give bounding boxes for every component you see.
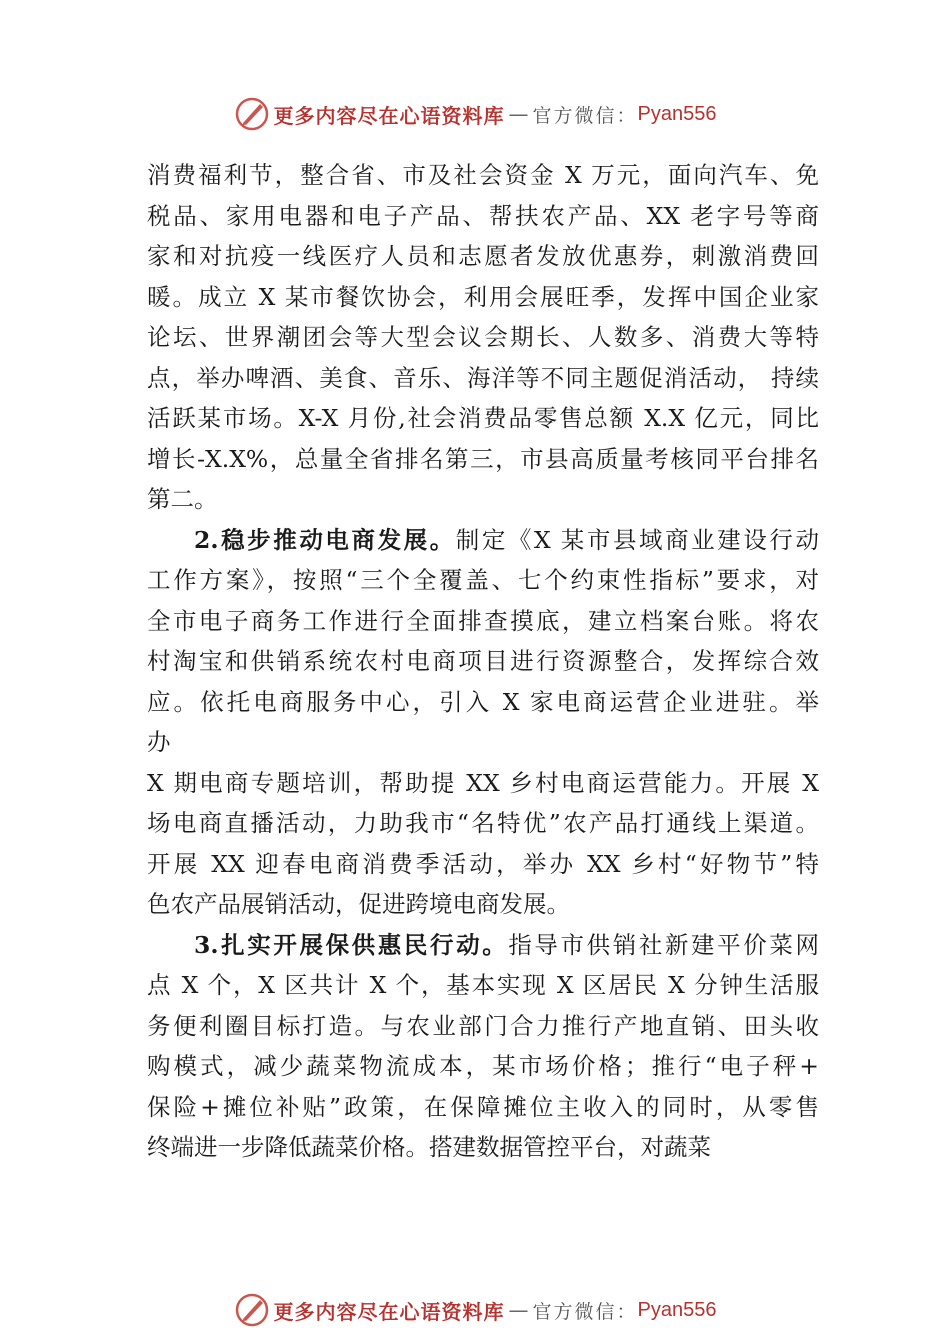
text-line: 办 bbox=[147, 728, 171, 756]
document-body bbox=[147, 155, 819, 1168]
text-line: 家和对抗疫一线医疗人员和志愿者发放优惠券，刺激消费回 bbox=[147, 242, 819, 270]
official-wechat-label: 官方微信： bbox=[532, 1300, 638, 1323]
text-line: 消费福利节，整合省、市及社会资金 X 万元，面向汽车、免 bbox=[147, 161, 819, 189]
separator-dash: — bbox=[508, 102, 529, 126]
text-line: 应。依托电商服务中心，引入 X 家电商运营企业进驻。举 bbox=[147, 687, 819, 716]
text-line: 色农产品展销活动，促进跨境电商发展。 bbox=[147, 890, 570, 918]
separator-dash: — bbox=[508, 1298, 529, 1322]
text-fragment: 指导市供销社新建平价菜网 bbox=[508, 930, 819, 959]
text-line bbox=[147, 520, 819, 561]
official-wechat-label: 官方微信： bbox=[532, 104, 638, 127]
brand-text: 更多内容尽在心语资料库 bbox=[273, 103, 505, 128]
text-line: 购模式，减少蔬菜物流成本，某市场价格；推行“电子秤+ bbox=[147, 1052, 819, 1080]
text-line: 活跃某市场。X-X 月份,社会消费品零售总额 X.X 亿元，同比 bbox=[147, 404, 819, 432]
text-line: 场电商直播活动，力助我市“名特优”农产品打通线上渠道。 bbox=[147, 809, 819, 837]
text-line: 务便利圈目标打造。与农业部门合力推行产地直销、田头收 bbox=[147, 1011, 819, 1040]
text-line: 村淘宝和供销系统农村电商项目进行资源整合，发挥综合效 bbox=[147, 647, 819, 675]
brand-text: 更多内容尽在心语资料库 bbox=[273, 1299, 505, 1324]
paragraph-supply bbox=[147, 925, 819, 1168]
text-line bbox=[147, 925, 819, 966]
text-line: 增长-X.X%，总量全省排名第三，市县高质量考核同平台排名 bbox=[147, 444, 819, 473]
text-line: 点 X 个，X 区共计 X 个，基本实现 X 区居民 X 分钟生活服 bbox=[147, 971, 819, 999]
wechat-id: Pyan556 bbox=[637, 102, 717, 125]
header-watermark bbox=[0, 94, 950, 134]
text-line: 暖。成立 X 某市餐饮协会，利用会展旺季，发挥中国企业家 bbox=[147, 282, 819, 311]
paragraph-consumption bbox=[147, 155, 819, 520]
text-line: 工作方案》，按照“三个全覆盖、七个约束性指标”要求，对 bbox=[147, 566, 819, 594]
quill-logo-icon bbox=[234, 96, 270, 132]
section-heading: 2.稳步推动电商发展。 bbox=[194, 525, 456, 554]
text-line: 全市电子商务工作进行全面排查摸底，建立档案台账。将农 bbox=[147, 606, 819, 635]
text-fragment: 制定《X 某市县域商业建设行动 bbox=[455, 525, 819, 554]
text-line: 税品、家用电器和电子产品、帮扶农产品、XX 老字号等商 bbox=[147, 201, 819, 230]
text-line: 保险+摊位补贴”政策，在保障摊位主收入的同时，从零售 bbox=[147, 1092, 819, 1121]
footer-watermark bbox=[0, 1290, 950, 1330]
text-line: 开展 XX 迎春电商消费季活动，举办 XX 乡村“好物节”特 bbox=[147, 849, 819, 878]
section-heading: 3.扎实开展保供惠民行动。 bbox=[194, 930, 509, 959]
text-line: 论坛、世界潮团会等大型会议会期长、人数多、消费大等特 bbox=[147, 323, 819, 351]
wechat-id: Pyan556 bbox=[637, 1298, 717, 1321]
text-line: 点，举办啤酒、美食、音乐、海洋等不同主题促消活动， 持续 bbox=[147, 363, 819, 392]
text-line: 终端进一步降低蔬菜价格。搭建数据管控平台，对蔬菜 bbox=[147, 1133, 711, 1161]
quill-logo-icon bbox=[234, 1292, 270, 1328]
text-line: X 期电商专题培训，帮助提 XX 乡村电商运营能力。开展 X bbox=[147, 768, 819, 797]
paragraph-ecommerce bbox=[147, 520, 819, 925]
text-line: 第二。 bbox=[147, 485, 218, 513]
